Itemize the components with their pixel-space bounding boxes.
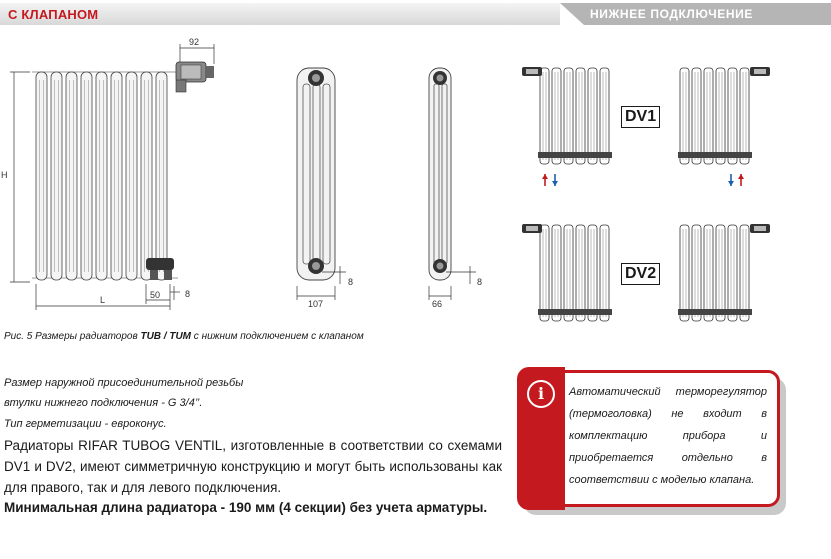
front-tube bbox=[156, 72, 167, 280]
scheme-label-dv1: DV1 bbox=[621, 106, 660, 128]
scheme-label-dv2: DV2 bbox=[621, 263, 660, 285]
body-paragraph: Радиаторы RIFAR TUBOG VENTIL, изготовленные в соответствии со схемами DV1 и DV2, имеют симметричную конструкцию и могут быть использованы как для правого, так и для левого подключения. bbox=[4, 438, 502, 495]
front-tube bbox=[126, 72, 137, 280]
thread-size-line2: втулки нижнего подключения - G 3/4’’. bbox=[4, 397, 203, 409]
info-icon: i bbox=[527, 380, 555, 408]
front-tube bbox=[81, 72, 92, 280]
scheme-dv2-left-radiator bbox=[522, 224, 612, 321]
supply-arrow bbox=[738, 174, 744, 186]
front-tube bbox=[36, 72, 47, 280]
connection-type-title: НИЖНЕЕ ПОДКЛЮЧЕНИЕ bbox=[590, 7, 753, 21]
section-title: С КЛАПАНОМ bbox=[8, 7, 99, 22]
thread-size-line1: Размер наружной присоединительной резьбы bbox=[4, 377, 244, 389]
dim-8-front: 8 bbox=[185, 289, 191, 299]
valve-head bbox=[176, 62, 214, 92]
scheme-dv1-left-radiator bbox=[522, 67, 612, 164]
radiator-side-view-66 bbox=[429, 68, 476, 300]
radiator-front-tubes bbox=[36, 72, 167, 280]
return-arrow bbox=[552, 174, 558, 186]
front-tube bbox=[96, 72, 107, 280]
dim-50: 50 bbox=[150, 290, 161, 300]
dim-92: 92 bbox=[189, 37, 200, 47]
figure-caption bbox=[4, 331, 364, 342]
front-tube bbox=[111, 72, 122, 280]
front-tube bbox=[66, 72, 77, 280]
return-arrow bbox=[728, 174, 734, 186]
front-tube bbox=[51, 72, 62, 280]
dim-8-side1: 8 bbox=[348, 277, 354, 287]
radiator-side-view-107 bbox=[297, 68, 346, 300]
dim-66: 66 bbox=[432, 299, 443, 309]
scheme-dv2-right-radiator bbox=[678, 224, 770, 321]
seal-type: Тип герметизации - евроконус. bbox=[4, 418, 167, 430]
caption-models: TUB / TUM bbox=[140, 331, 192, 342]
caption-suffix: с нижним подключением с клапаном bbox=[191, 331, 364, 342]
dim-h: H bbox=[1, 170, 8, 180]
dim-107: 107 bbox=[308, 299, 324, 309]
scheme-dv1-right-radiator bbox=[678, 67, 770, 164]
caption-prefix: Рис. 5 Размеры радиаторов bbox=[4, 331, 141, 342]
front-tube bbox=[141, 72, 152, 280]
info-note-text: Автоматический терморегулятор (термоголовка) не входит в комплектацию прибора и приобретается отдельно в соответствии с моделью клапана. bbox=[569, 386, 767, 486]
supply-arrow bbox=[542, 174, 548, 186]
dim-8-side2: 8 bbox=[477, 277, 483, 287]
dim-l: L bbox=[100, 295, 106, 305]
min-length-note: Минимальная длина радиатора - 190 мм (4 секции) без учета арматуры. bbox=[4, 500, 488, 515]
